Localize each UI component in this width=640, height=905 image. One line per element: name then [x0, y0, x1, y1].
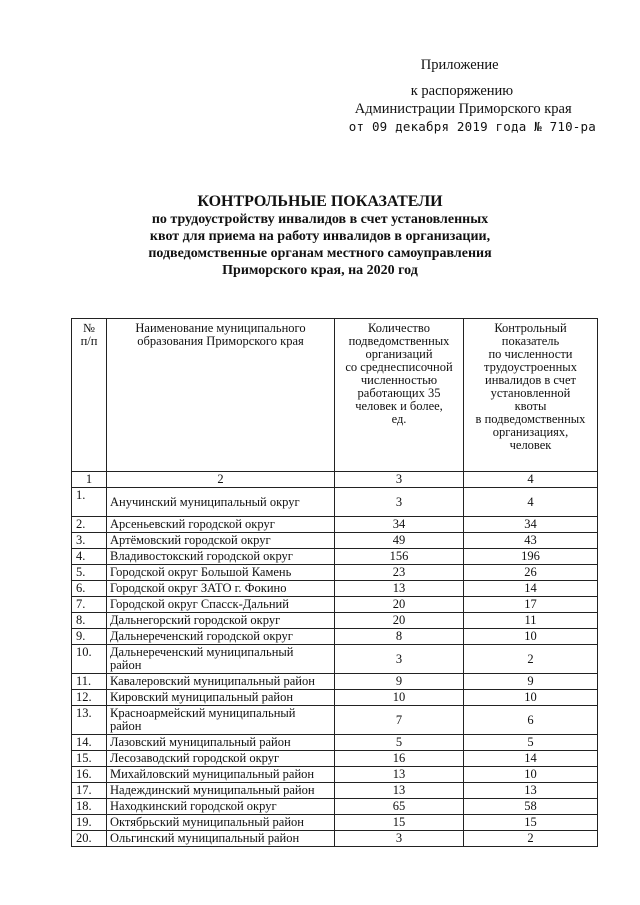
row-number: 10. [72, 645, 107, 674]
organizations-count: 5 [335, 735, 464, 751]
target-value: 6 [464, 706, 598, 735]
organizations-count: 23 [335, 565, 464, 581]
organizations-count: 34 [335, 517, 464, 533]
title-line: по трудоустройству инвалидов в счет установленных [151, 212, 489, 227]
target-value: 15 [464, 815, 598, 831]
target-value: 58 [464, 799, 598, 815]
row-number: 19. [72, 815, 107, 831]
header-number: № п/п [72, 319, 107, 472]
target-value: 2 [464, 645, 598, 674]
quota-table [71, 318, 598, 847]
row-number: 15. [72, 751, 107, 767]
table-header-row [72, 319, 598, 472]
municipality-name: Дальнереченский городской округ [107, 629, 335, 645]
municipality-name: Арсеньевский городской округ [107, 517, 335, 533]
organizations-count: 49 [335, 533, 464, 549]
municipality-name: Кировский муниципальный район [107, 690, 335, 706]
organizations-count: 16 [335, 751, 464, 767]
organizations-count: 20 [335, 613, 464, 629]
municipality-name: Артёмовский городской округ [107, 533, 335, 549]
table-row [72, 581, 598, 597]
organizations-count: 8 [335, 629, 464, 645]
title-main: КОНТРОЛЬНЫЕ ПОКАЗАТЕЛИ [197, 193, 443, 210]
table-row [72, 533, 598, 549]
table-row [72, 488, 598, 517]
target-value: 10 [464, 767, 598, 783]
table-row [72, 783, 598, 799]
municipality-name: Владивостокский городской округ [107, 549, 335, 565]
row-number: 14. [72, 735, 107, 751]
municipality-name: Находкинский городской округ [107, 799, 335, 815]
order-date-number: от 09 декабря 2019 года № 710-ра [348, 119, 596, 134]
organizations-count: 13 [335, 767, 464, 783]
target-value: 2 [464, 831, 598, 847]
table-row [72, 799, 598, 815]
target-value: 34 [464, 517, 598, 533]
row-number: 8. [72, 613, 107, 629]
municipality-name: Октябрьский муниципальный район [107, 815, 335, 831]
organizations-count: 3 [335, 488, 464, 517]
municipality-name: Лазовский муниципальный район [107, 735, 335, 751]
organizations-count: 65 [335, 799, 464, 815]
row-number: 18. [72, 799, 107, 815]
municipality-name: Дальнегорский городской округ [107, 613, 335, 629]
document-title [0, 192, 640, 279]
header-organizations-count: Количество подведомственных организаций со среднесписочной численностью работающих 35 человек и более, ед. [335, 319, 464, 472]
row-number: 16. [72, 767, 107, 783]
table-row [72, 549, 598, 565]
table-row [72, 767, 598, 783]
organizations-count: 15 [335, 815, 464, 831]
municipality-name: Лесозаводский городской округ [107, 751, 335, 767]
organizations-count: 156 [335, 549, 464, 565]
row-number: 5. [72, 565, 107, 581]
table-row [72, 613, 598, 629]
target-value: 196 [464, 549, 598, 565]
table-row [72, 751, 598, 767]
table-row [72, 517, 598, 533]
header-target-indicator: Контрольный показатель по численности трудоустроенных инвалидов в счет установленной квоты в подведомственных организациях, человек [464, 319, 598, 472]
row-number: 3. [72, 533, 107, 549]
column-index: 1 [72, 472, 107, 488]
target-value: 13 [464, 783, 598, 799]
municipality-name: Анучинский муниципальный округ [107, 488, 335, 517]
municipality-name: Дальнереченский муниципальный район [107, 645, 335, 674]
target-value: 10 [464, 690, 598, 706]
municipality-name: Городской округ Большой Камень [107, 565, 335, 581]
column-index: 4 [464, 472, 598, 488]
table-row [72, 674, 598, 690]
row-number: 6. [72, 581, 107, 597]
column-index-row [72, 472, 598, 488]
row-number: 17. [72, 783, 107, 799]
municipality-name: Надеждинский муниципальный район [107, 783, 335, 799]
target-value: 5 [464, 735, 598, 751]
row-number: 13. [72, 706, 107, 735]
organizations-count: 20 [335, 597, 464, 613]
organizations-count: 13 [335, 783, 464, 799]
table-row [72, 629, 598, 645]
target-value: 26 [464, 565, 598, 581]
row-number: 4. [72, 549, 107, 565]
row-number: 11. [72, 674, 107, 690]
appendix-label: Приложение [420, 57, 499, 73]
title-line: подведомственные органам местного самоуправления [148, 246, 492, 261]
table-row [72, 735, 598, 751]
organizations-count: 9 [335, 674, 464, 690]
row-number: 2. [72, 517, 107, 533]
municipality-name: Кавалеровский муниципальный район [107, 674, 335, 690]
target-value: 14 [464, 751, 598, 767]
table-body [72, 488, 598, 847]
row-number: 7. [72, 597, 107, 613]
target-value: 4 [464, 488, 598, 517]
organizations-count: 3 [335, 645, 464, 674]
table-row [72, 690, 598, 706]
table-row [72, 597, 598, 613]
municipality-name: Красноармейский муниципальный район [107, 706, 335, 735]
row-number: 20. [72, 831, 107, 847]
municipality-name: Михайловский муниципальный район [107, 767, 335, 783]
municipality-name: Городской округ ЗАТО г. Фокино [107, 581, 335, 597]
table-row [72, 815, 598, 831]
row-number: 12. [72, 690, 107, 706]
table-row [72, 831, 598, 847]
column-index: 3 [335, 472, 464, 488]
target-value: 10 [464, 629, 598, 645]
target-value: 9 [464, 674, 598, 690]
target-value: 17 [464, 597, 598, 613]
order-reference: к распоряжению [410, 83, 514, 99]
municipality-name: Ольгинский муниципальный район [107, 831, 335, 847]
organizations-count: 10 [335, 690, 464, 706]
title-line: квот для приема на работу инвалидов в организации, [149, 229, 491, 244]
row-number: 1. [72, 488, 107, 517]
municipality-name: Городской округ Спасск-Дальний [107, 597, 335, 613]
organizations-count: 13 [335, 581, 464, 597]
table-row [72, 706, 598, 735]
target-value: 14 [464, 581, 598, 597]
issuer-name: Администрации Приморского края [354, 101, 572, 117]
row-number: 9. [72, 629, 107, 645]
table-row [72, 645, 598, 674]
table-row [72, 565, 598, 581]
target-value: 11 [464, 613, 598, 629]
title-line: Приморского края, на 2020 год [222, 263, 418, 278]
organizations-count: 3 [335, 831, 464, 847]
appendix-header [349, 56, 596, 136]
header-municipality: Наименование муниципального образования Приморского края [107, 319, 335, 472]
column-index: 2 [107, 472, 335, 488]
target-value: 43 [464, 533, 598, 549]
organizations-count: 7 [335, 706, 464, 735]
